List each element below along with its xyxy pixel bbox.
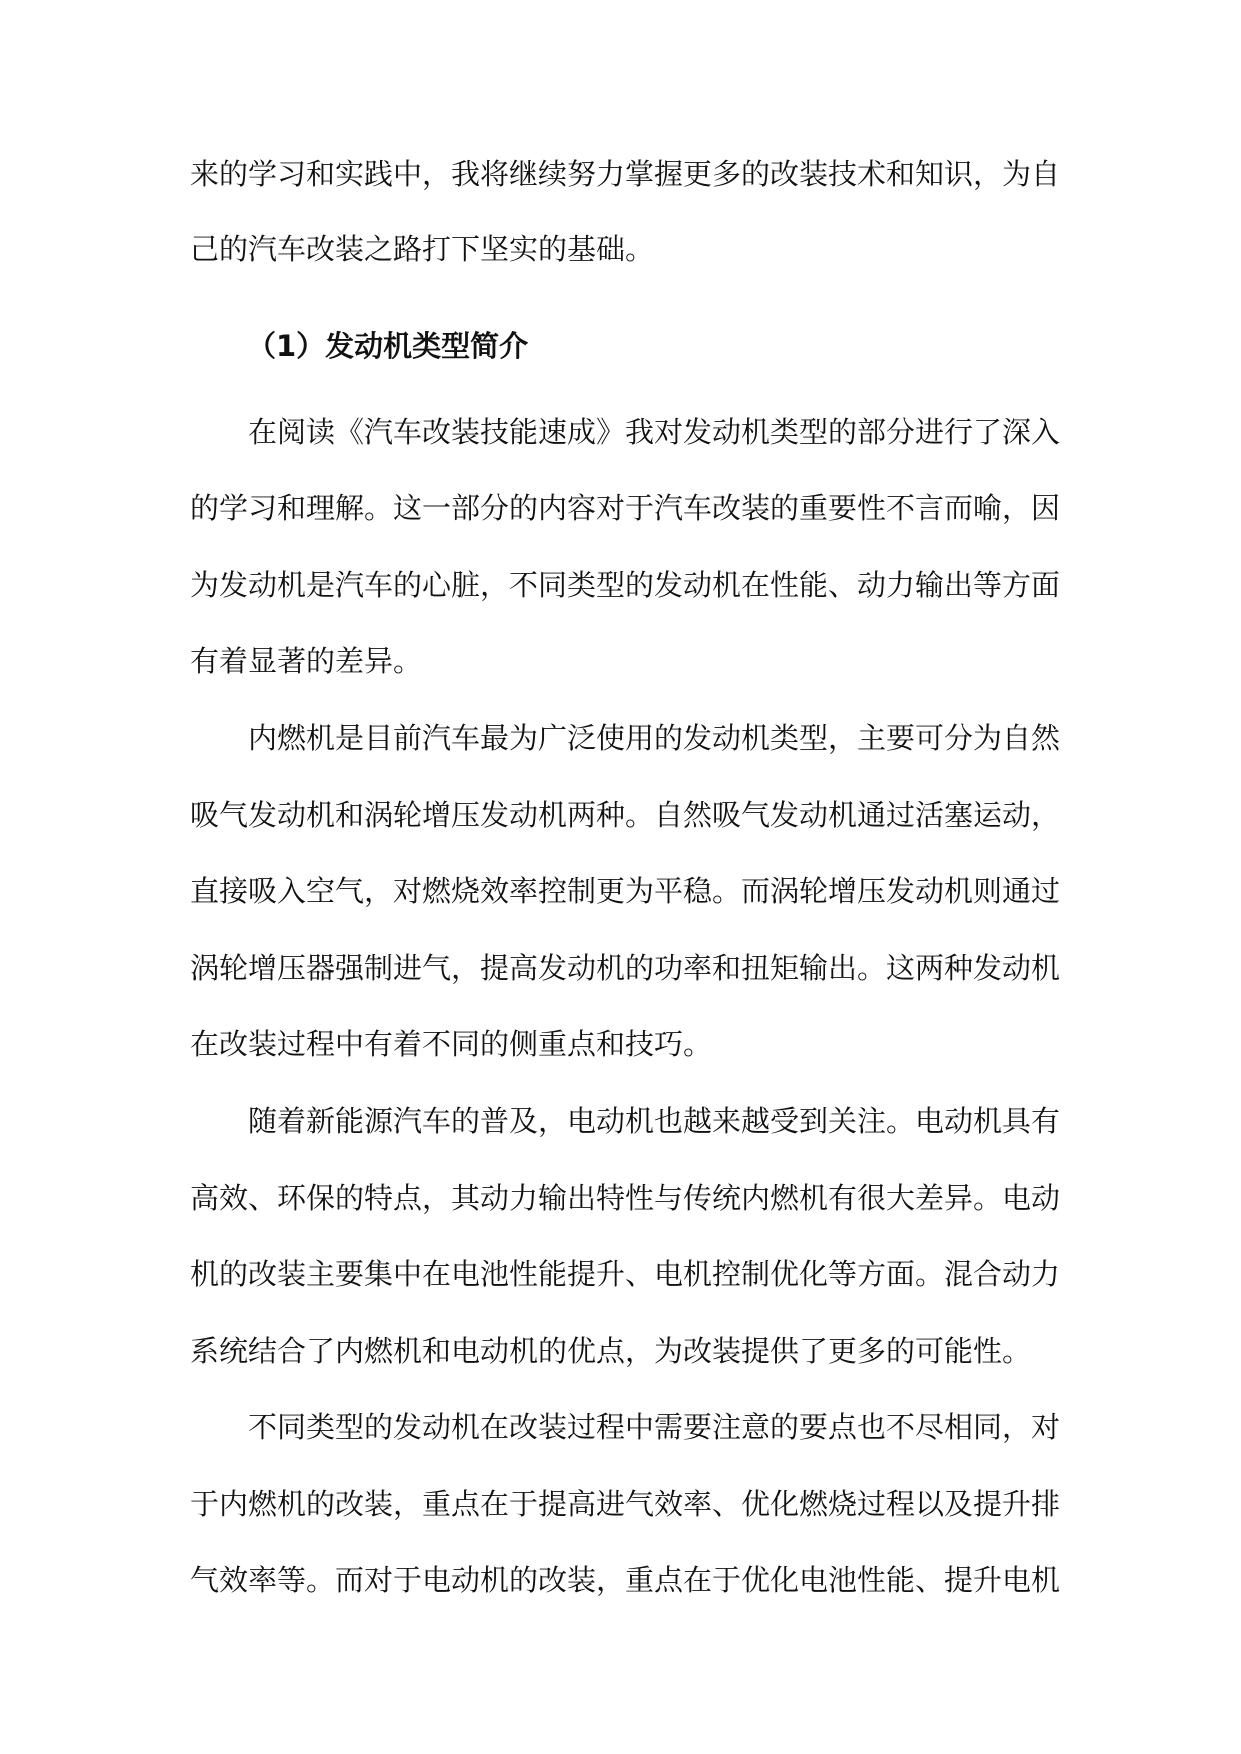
paragraph-3-line-4: 系统结合了内燃机和电动机的优点，为改装提供了更多的可能性。 [190,1334,1032,1368]
paragraph-3-line-2: 高效、环保的特点，其动力输出特性与传统内燃机有很大差异。电动 [190,1181,1060,1215]
paragraph-2-line-3: 直接吸入空气，对燃烧效率控制更为平稳。而涡轮增压发动机则通过 [190,874,1060,908]
paragraph-2-line-4: 涡轮增压器强制进气，提高发动机的功率和扭矩输出。这两种发动机 [190,951,1060,985]
paragraph-4-line-3: 气效率等。而对于电动机的改装，重点在于优化电池性能、提升电机 [190,1563,1060,1597]
intro-line-2: 己的汽车改装之路打下坚实的基础。 [190,232,655,266]
paragraph-2-line-5: 在改装过程中有着不同的侧重点和技巧。 [190,1027,713,1061]
paragraph-4-line-2: 于内燃机的改装，重点在于提高进气效率、优化燃烧过程以及提升排 [190,1487,1060,1521]
paragraph-4-line-1: 不同类型的发动机在改装过程中需要注意的要点也不尽相同，对 [248,1410,1060,1444]
section-heading: （1）发动机类型简介 [247,329,529,363]
paragraph-1-line-3: 为发动机是汽车的心脏，不同类型的发动机在性能、动力输出等方面 [190,568,1060,602]
paragraph-2-line-1: 内燃机是目前汽车最为广泛使用的发动机类型，主要可分为自然 [248,721,1060,755]
intro-line-1: 来的学习和实践中，我将继续努力掌握更多的改装技术和知识，为自 [190,157,1060,191]
paragraph-3-line-1: 随着新能源汽车的普及，电动机也越来越受到关注。电动机具有 [248,1104,1060,1138]
paragraph-1-line-4: 有着显著的差异。 [190,644,423,678]
paragraph-3-line-3: 机的改装主要集中在电池性能提升、电机控制优化等方面。混合动力 [190,1257,1060,1291]
paragraph-1-line-2: 的学习和理解。这一部分的内容对于汽车改装的重要性不言而喻，因 [190,491,1060,525]
paragraph-2-line-2: 吸气发动机和涡轮增压发动机两种。自然吸气发动机通过活塞运动， [190,798,1060,832]
paragraph-1-line-1: 在阅读《汽车改装技能速成》我对发动机类型的部分进行了深入 [248,415,1060,449]
